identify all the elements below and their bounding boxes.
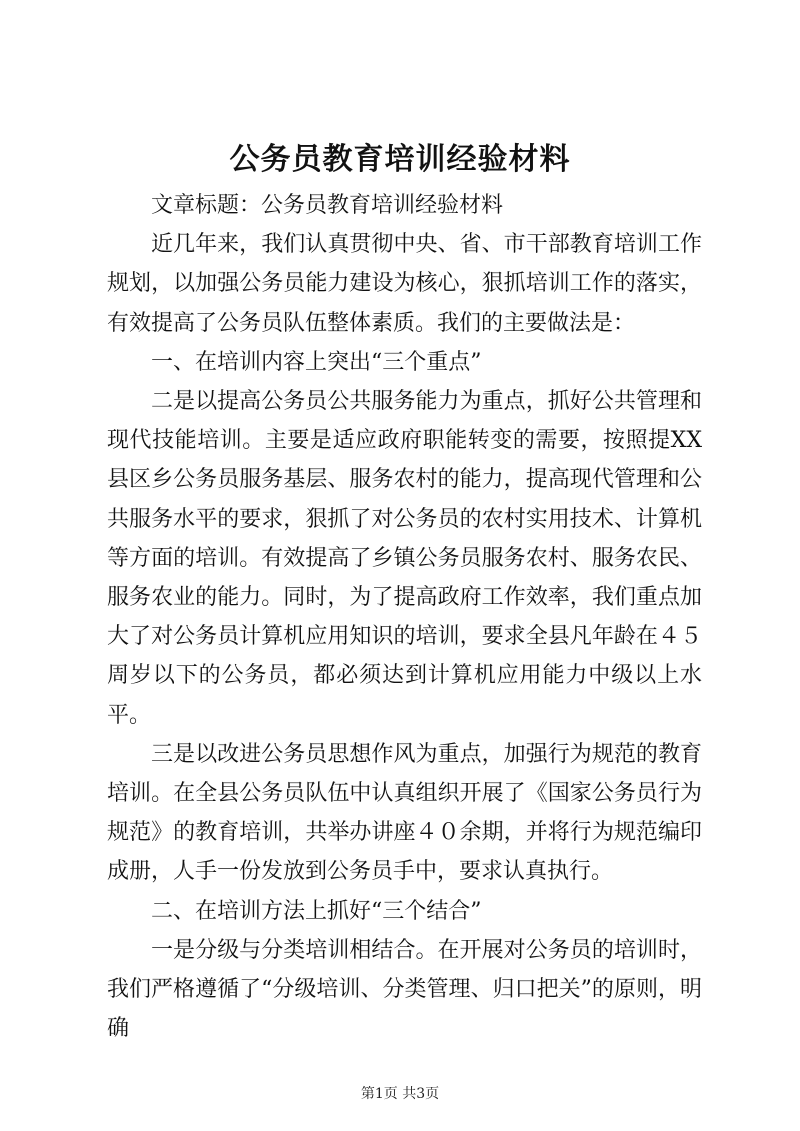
intro-paragraph: 近几年来，我们认真贯彻中央、省、市干部教育培训工作规划，以加强公务员能力建设为核心，狠抓培训工作的落实，有效提高了公务员队伍整体素质。我们的主要做法是： xyxy=(107,232,702,336)
document-body xyxy=(107,186,702,1048)
paragraph-graded-training: 一是分级与分类培训相结合。在开展对公务员的培训时，我们严格遵循了“分级培训、分类管理、归口把关”的原则，明确 xyxy=(107,937,702,1042)
section-heading-content: 一、在培训内容上突出“三个重点” xyxy=(151,349,482,375)
document-title: 公务员教育培训经验材料 xyxy=(229,142,571,177)
paragraph-public-service: 二是以提高公务员公共服务能力为重点，抓好公共管理和现代技能培训。主要是适应政府职能转变的需要，按照提XX县区乡公务员服务基层、服务农村的能力，提高现代管理和公共服务水平的要求，狠抓了对公务员的农村实用技术、计算机等方面的培训。有效提高了乡镇公务员服务农村、服务农民、服务农业的能力。同时，为了提高政府工作效率，我们重点加大了对公务员计算机应用知识的培训，要求全县凡年龄在４５周岁以下的公务员，都必须达到计算机应用能力中级以上水平。 xyxy=(107,389,702,728)
section-heading-methods: 二、在培训方法上抓好“三个结合” xyxy=(151,898,482,924)
article-title-line: 文章标题：公务员教育培训经验材料 xyxy=(151,193,504,218)
paragraph-work-style: 三是以改进公务员思想作风为重点，加强行为规范的教育培训。在全县公务员队伍中认真组织开展了《国家公务员行为规范》的教育培训，共举办讲座４０余期，并将行为规范编印成册，人手一份发放到公务员手中，要求认真执行。 xyxy=(107,741,702,885)
page-footer: 第1页 共3页 xyxy=(360,1086,440,1102)
